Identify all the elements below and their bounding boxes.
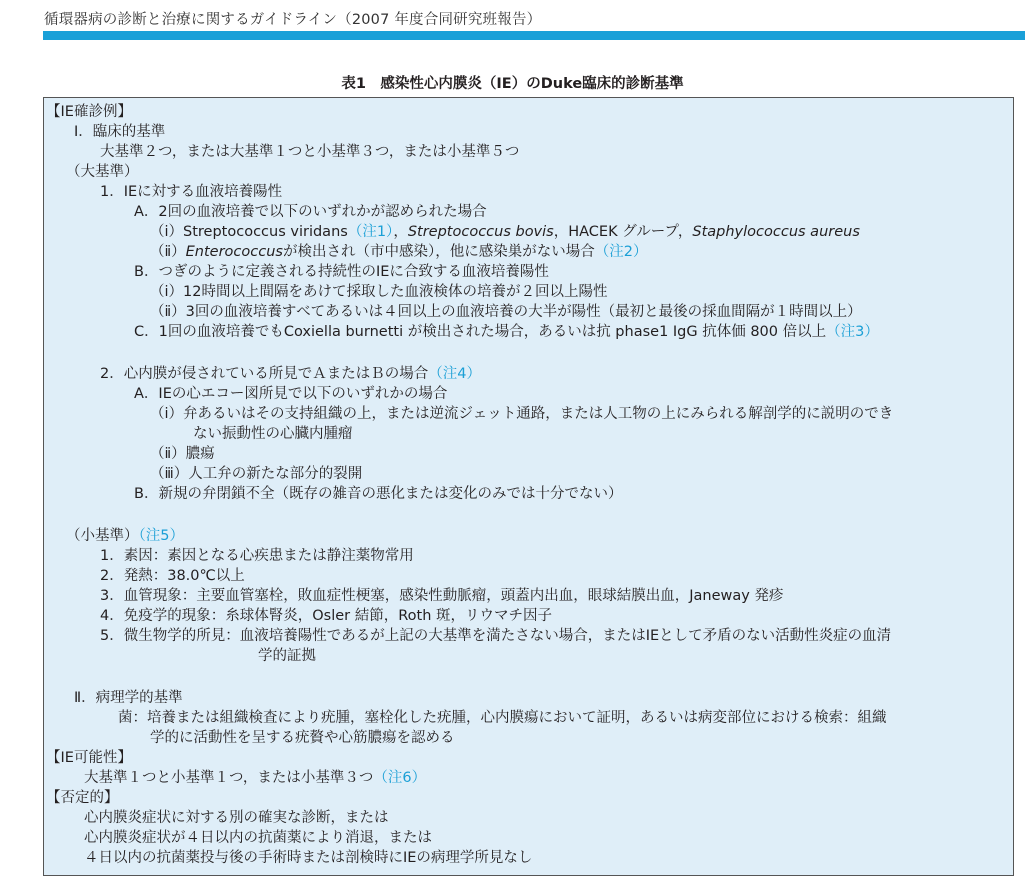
major-item-1b: B．つぎのように定義される持続性のIEに合致する血液培養陽性 <box>134 264 549 280</box>
major-item-1a-i-prefix: （ⅰ）Streptococcus viridans <box>150 224 348 240</box>
major-item-2 <box>100 364 481 384</box>
minor-item-4: 4．免疫学的現象：糸球体腎炎，Osler 結節，Roth 斑，リウマチ因子 <box>100 608 552 624</box>
pathologic-criteria-heading: Ⅱ．病理学的基準 <box>74 690 183 706</box>
major-item-2-text: 2．心内膜が侵されている所見でＡまたはＢの場合 <box>100 366 429 382</box>
major-item-2a-ii: （ⅱ）膿瘍 <box>150 446 215 462</box>
rejected-heading: 【否定的】 <box>46 790 119 806</box>
minor-item-3: 3．血管現象：主要血管塞栓，敗血症性梗塞，感染性動脈瘤，頭蓋内出血，眼球結膜出血，Janeway 発疹 <box>100 588 784 604</box>
major-item-1a-ii <box>150 242 647 262</box>
hacek-group: ，HACEK グループ， <box>553 224 693 240</box>
pathologic-criteria-text-cont: 学的に活動性を呈する疣贅や心筋膿瘍を認める <box>150 730 455 746</box>
major-item-1b-i: （ⅰ）12時間以上間隔をあけて採取した血液検体の培養が２回以上陽性 <box>150 284 608 300</box>
major-item-1b-ii: （ⅱ）3回の血液培養すべてあるいは４回以上の血液培養の大半が陽性（最初と最後の採血間隔が１時間以上） <box>150 304 862 320</box>
clinical-rule: 大基準２つ，または大基準１つと小基準３つ，または小基準５つ <box>100 144 520 160</box>
major-item-1c <box>134 322 879 342</box>
major-item-1a-ii-text: が検出され（市中感染），他に感染巣がない場合 <box>282 244 595 260</box>
minor-item-5-cont: 学的証拠 <box>258 648 316 664</box>
note-4: （注4） <box>428 366 481 382</box>
note-2: （注2） <box>594 244 648 260</box>
minor-item-2: 2．発熱：38.0℃以上 <box>100 568 245 584</box>
pathologic-criteria-text: 菌：培養または組織検査により疣腫，塞栓化した疣腫，心内膜瘍において証明，あるいは病変部位における検索：組織 <box>118 710 887 726</box>
note-6: （注6） <box>373 770 427 786</box>
note-5: （注5） <box>138 528 184 544</box>
major-item-1c-text: C．1回の血液培養でもCoxiella burnetti が検出された場合，あるいは抗 phase1 IgG 抗体価 800 倍以上 <box>134 324 827 340</box>
major-item-2a-i: （ⅰ）弁あるいはその支持組織の上，または逆流ジェット通路，または人工物の上にみられる解剖学的に説明のでき <box>150 406 894 422</box>
enterococcus: Enterococcus <box>185 244 283 260</box>
major-item-2a-iii: （ⅲ）人工弁の新たな部分的裂開 <box>150 466 363 482</box>
major-item-1: 1．IEに対する血液培養陽性 <box>100 184 283 200</box>
s-bovis: Streptococcus bovis <box>407 224 554 240</box>
note-3: （注3） <box>826 324 879 340</box>
minor-item-5: 5．微生物学的所見：血液培養陽性であるが上記の大基準を満たさない場合，またはIEとして矛盾のない活動性炎症の血清 <box>100 628 892 644</box>
minor-criteria-heading-text: （小基準） <box>66 528 139 544</box>
definite-heading: 【IE確診例】 <box>46 104 132 120</box>
s-aureus: Staphylococcus aureus <box>692 224 860 240</box>
comma: ， <box>393 224 408 240</box>
major-item-1a-i <box>150 222 860 242</box>
note-1: （注1） <box>347 224 394 240</box>
minor-item-1: 1．素因：素因となる心疾患または静注薬物常用 <box>100 548 414 564</box>
clinical-criteria-heading: Ⅰ．臨床的基準 <box>74 124 166 140</box>
major-item-2a-i-cont: ない振動性の心臓内腫瘤 <box>193 426 353 442</box>
possible-heading: 【IE可能性】 <box>46 750 132 766</box>
major-item-1a: A．2回の血液培養で以下のいずれかが認められた場合 <box>134 204 487 220</box>
header-accent-bar <box>43 31 1025 40</box>
major-item-2a: A．IEの心エコー図所見で以下のいずれかの場合 <box>134 386 448 402</box>
major-item-1a-ii-prefix: （ⅱ） <box>150 244 186 260</box>
major-criteria-heading: （大基準） <box>66 164 139 180</box>
rejected-item-1: 心内膜炎症状に対する別の確実な診断，または <box>84 810 389 826</box>
minor-criteria-heading <box>66 526 184 546</box>
table-title: 表1 感染性心内膜炎（IE）のDuke臨床的診断基準 <box>341 76 684 92</box>
major-item-2b: B．新規の弁閉鎖不全（既存の雑音の悪化または変化のみでは十分でない） <box>134 486 623 502</box>
rejected-item-2: 心内膜炎症状が４日以内の抗菌薬により消退，または <box>84 830 432 846</box>
document-header: 循環器病の診断と治療に関するガイドライン（2007 年度合同研究班報告） <box>44 12 542 28</box>
possible-rule <box>84 768 426 788</box>
possible-rule-text: 大基準１つと小基準１つ，または小基準３つ <box>84 770 374 786</box>
rejected-item-3: ４日以内の抗菌薬投与後の手術時または剖検時にIEの病理学所見なし <box>84 850 533 866</box>
